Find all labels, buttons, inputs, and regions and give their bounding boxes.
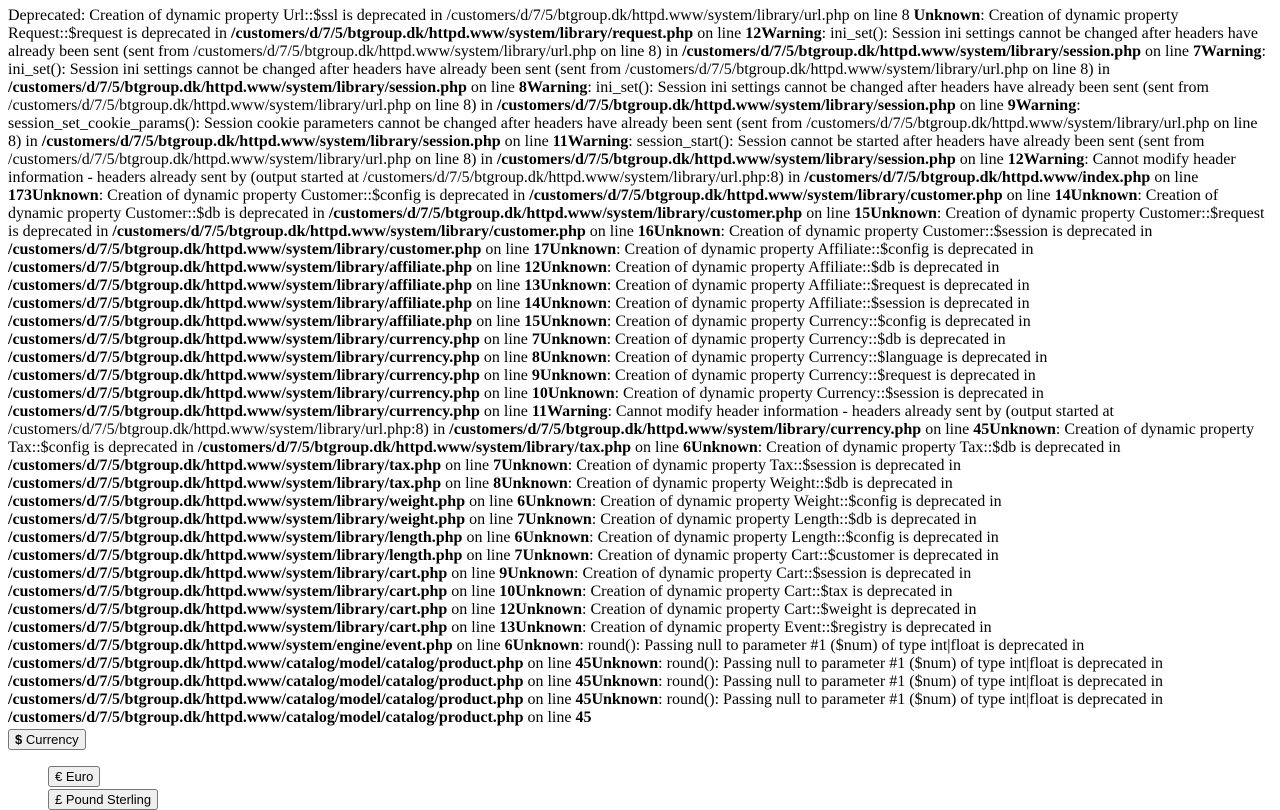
line-and-type: 45Unknown bbox=[575, 655, 659, 672]
log-text: on line bbox=[447, 583, 500, 600]
line-and-type: 15Unknown bbox=[524, 313, 607, 330]
log-text: : Creation of dynamic property Event::$registry is deprecated in bbox=[582, 619, 992, 636]
log-text: on line bbox=[462, 547, 515, 564]
file-path: /customers/d/7/5/btgroup.dk/httpd.www/system/library/affiliate.php bbox=[8, 313, 473, 330]
log-text: : Creation of dynamic property Customer::$config is deprecated in bbox=[98, 187, 530, 204]
log-text: on line bbox=[462, 529, 515, 546]
line-and-type: 9Warning bbox=[1007, 97, 1077, 114]
file-path: /customers/d/7/5/btgroup.dk/httpd.www/system/library/currency.php bbox=[8, 349, 480, 366]
pound-icon: £ bbox=[55, 792, 63, 807]
log-text: : session_set_cookie_params(): Session cookie parameters cannot be changed after headers have already been sent (sent from /customers/d/7/5/btgroup.dk/httpd.www/system/library/url.php on line 8) in bbox=[8, 97, 1258, 150]
log-text: on line bbox=[802, 205, 855, 222]
file-path: /customers/d/7/5/btgroup.dk/httpd.www/system/library/customer.php bbox=[328, 205, 803, 222]
line-and-type: 14Unknown bbox=[524, 295, 607, 312]
file-path: /customers/d/7/5/btgroup.dk/httpd.www/system/library/cart.php bbox=[8, 619, 448, 636]
log-text: : session_start(): Session cannot be started after headers have already been sent (sent from /customers/d/7/5/btgroup.dk/httpd.www/system/library/url.php on line 8) in bbox=[8, 133, 1205, 168]
log-text: : ini_set(): Session ini settings cannot be changed after headers have already been sent (sent from /customers/d/7/5/btgroup.dk/httpd.www/system/library/url.php on line 8) in bbox=[8, 25, 1258, 60]
log-text: : Creation of dynamic property Customer::$db is deprecated in bbox=[8, 187, 1219, 222]
log-text: : Cannot modify header information - headers already sent by (output started at /customers/d/7/5/btgroup.dk/httpd.www/system/library/url.php:8) in bbox=[8, 403, 1114, 438]
line-and-type: 8Unknown bbox=[531, 349, 607, 366]
log-text: on line bbox=[955, 97, 1008, 114]
file-path: /customers/d/7/5/btgroup.dk/httpd.www/system/library/affiliate.php bbox=[8, 295, 473, 312]
log-text: on line bbox=[472, 313, 525, 330]
line-and-type: 8Warning bbox=[518, 79, 588, 96]
log-text: on line bbox=[1150, 169, 1199, 186]
log-text: on line bbox=[479, 367, 532, 384]
log-text: : Creation of dynamic property Cart::$tax is deprecated in bbox=[582, 583, 953, 600]
currency-form bbox=[8, 729, 1272, 810]
log-text: : Creation of dynamic property Currency::$language is deprecated in bbox=[606, 349, 1048, 366]
currency-options-list bbox=[8, 766, 1272, 810]
log-text: : Creation of dynamic property Tax::$session is deprecated in bbox=[567, 457, 961, 474]
file-path: /customers/d/7/5/btgroup.dk/httpd.www/system/engine/event.php bbox=[8, 637, 453, 654]
file-path: /customers/d/7/5/btgroup.dk/httpd.www/system/library/currency.php bbox=[449, 421, 922, 438]
line-and-type: 45Unknown bbox=[575, 691, 659, 708]
log-text: : Creation of dynamic property Weight::$db is deprecated in bbox=[567, 475, 953, 492]
log-text: : Cannot modify header information - headers already sent by (output started at /customers/d/7/5/btgroup.dk/httpd.www/system/library/url.php:8) in bbox=[8, 151, 1236, 186]
log-text: on line bbox=[441, 457, 494, 474]
file-path: /customers/d/7/5/btgroup.dk/httpd.www/system/library/session.php bbox=[682, 43, 1141, 60]
file-path: /customers/d/7/5/btgroup.dk/httpd.www/system/library/currency.php bbox=[8, 367, 480, 384]
line-and-type: 12Warning bbox=[745, 25, 822, 42]
line-and-type: 10Unknown bbox=[499, 583, 582, 600]
file-path: /customers/d/7/5/btgroup.dk/httpd.www/system/library/cart.php bbox=[8, 601, 448, 618]
file-path: /customers/d/7/5/btgroup.dk/httpd.www/catalog/model/catalog/product.php bbox=[8, 691, 524, 708]
line-and-type: 12Unknown bbox=[524, 259, 607, 276]
log-text: on line bbox=[466, 79, 519, 96]
log-text: on line bbox=[472, 259, 525, 276]
log-text: on line bbox=[465, 511, 518, 528]
file-path: /customers/d/7/5/btgroup.dk/httpd.www/system/library/request.php bbox=[231, 25, 694, 42]
file-path: /customers/d/7/5/btgroup.dk/httpd.www/system/library/length.php bbox=[8, 529, 463, 546]
log-text: : Creation of dynamic property Cart::$weight is deprecated in bbox=[582, 601, 977, 618]
line-and-type: 6Unknown bbox=[514, 529, 590, 546]
file-path: /customers/d/7/5/btgroup.dk/httpd.www/system/library/customer.php bbox=[112, 223, 586, 240]
log-text: on line bbox=[441, 475, 494, 492]
log-text: : Creation of dynamic property Customer::$session is deprecated in bbox=[720, 223, 1153, 240]
log-text: on line bbox=[479, 349, 532, 366]
line-and-type: 13Unknown bbox=[524, 277, 607, 294]
file-path: /customers/d/7/5/btgroup.dk/httpd.www/system/library/affiliate.php bbox=[8, 259, 473, 276]
line-and-type: 15Unknown bbox=[854, 205, 937, 222]
log-text: : Creation of dynamic property Weight::$config is deprecated in bbox=[591, 493, 1002, 510]
log-text: on line bbox=[447, 565, 500, 582]
file-path: /customers/d/7/5/btgroup.dk/httpd.www/catalog/model/catalog/product.php bbox=[8, 673, 524, 690]
euro-label: Euro bbox=[65, 769, 94, 784]
log-text: on line bbox=[472, 295, 525, 312]
log-text: : round(): Passing null to parameter #1 ($num) of type int|float is deprecated in bbox=[658, 655, 1164, 672]
line-and-type: 11Warning bbox=[531, 403, 608, 420]
log-text: : Creation of dynamic property Tax::$db is deprecated in bbox=[757, 439, 1121, 456]
log-text: on line bbox=[693, 25, 746, 42]
file-path: /customers/d/7/5/btgroup.dk/httpd.www/system/library/session.php bbox=[41, 133, 501, 150]
file-path: /customers/d/7/5/btgroup.dk/httpd.www/system/library/tax.php bbox=[8, 457, 442, 474]
log-text: on line bbox=[523, 673, 576, 690]
file-path: /customers/d/7/5/btgroup.dk/httpd.www/index.php bbox=[804, 169, 1151, 186]
log-text: : Creation of dynamic property Request::$request is deprecated in bbox=[8, 7, 1179, 42]
log-text: : Creation of dynamic property Affiliate::$session is deprecated in bbox=[606, 295, 1030, 312]
log-text: : Creation of dynamic property Tax::$config is deprecated in bbox=[8, 421, 1255, 456]
log-text: on line bbox=[1002, 187, 1055, 204]
currency-dropdown-button[interactable] bbox=[8, 729, 86, 750]
log-text: : Creation of dynamic property Currency::$session is deprecated in bbox=[614, 385, 1044, 402]
line-and-type: 12Warning bbox=[1007, 151, 1085, 168]
file-path: /customers/d/7/5/btgroup.dk/httpd.www/system/library/currency.php bbox=[8, 385, 480, 402]
log-text: : ini_set(): Session ini settings cannot be changed after headers have already been sent (sent from /customers/d/7/5/btgroup.dk/httpd.www/system/library/url.php on line 8) in bbox=[8, 43, 1266, 78]
currency-button-label: Currency bbox=[25, 732, 79, 747]
dollar-icon: $ bbox=[15, 732, 23, 747]
line-and-type: 45Unknown bbox=[575, 673, 659, 690]
line-and-type: 45 bbox=[575, 709, 592, 726]
log-text: : round(): Passing null to parameter #1 ($num) of type int|float is deprecated in bbox=[658, 691, 1164, 708]
pound-sterling-label: Pound Sterling bbox=[65, 792, 152, 807]
file-path: /customers/d/7/5/btgroup.dk/httpd.www/system/library/tax.php bbox=[197, 439, 632, 456]
file-path: /customers/d/7/5/btgroup.dk/httpd.www/system/library/currency.php bbox=[8, 331, 480, 348]
file-path: /customers/d/7/5/btgroup.dk/httpd.www/system/library/session.php bbox=[496, 97, 956, 114]
log-text: on line bbox=[479, 331, 532, 348]
log-text: : Creation of dynamic property Cart::$session is deprecated in bbox=[574, 565, 972, 582]
file-path: /customers/d/7/5/btgroup.dk/httpd.www/system/library/tax.php bbox=[8, 475, 442, 492]
log-text: on line bbox=[479, 385, 532, 402]
log-text: on line bbox=[523, 655, 576, 672]
file-path: /customers/d/7/5/btgroup.dk/httpd.www/system/library/customer.php bbox=[8, 241, 482, 258]
line-and-type: 9Unknown bbox=[499, 565, 574, 582]
line-and-type: 7Unknown bbox=[493, 457, 568, 474]
line-and-type: 13Unknown bbox=[499, 619, 582, 636]
log-text: on line bbox=[585, 223, 638, 240]
file-path: /customers/d/7/5/btgroup.dk/httpd.www/system/library/weight.php bbox=[8, 493, 466, 510]
line-and-type: 10Unknown bbox=[531, 385, 615, 402]
line-and-type: 17Unknown bbox=[533, 241, 617, 258]
line-and-type: 14Unknown bbox=[1054, 187, 1138, 204]
line-and-type: 6Unknown bbox=[504, 637, 580, 654]
log-text: : Creation of dynamic property Affiliate::$request is deprecated in bbox=[606, 277, 1030, 294]
log-text: on line bbox=[523, 709, 576, 726]
line-and-type: 12Unknown bbox=[499, 601, 582, 618]
currency-option-euro bbox=[48, 766, 1272, 787]
file-path: /customers/d/7/5/btgroup.dk/httpd.www/system/library/length.php bbox=[8, 547, 463, 564]
file-path: /customers/d/7/5/btgroup.dk/httpd.www/system/library/weight.php bbox=[8, 511, 466, 528]
file-path: /customers/d/7/5/btgroup.dk/httpd.www/system/library/currency.php bbox=[8, 403, 480, 420]
euro-button[interactable] bbox=[48, 766, 100, 787]
log-text: on line bbox=[481, 241, 534, 258]
log-text: : ini_set(): Session ini settings cannot be changed after headers have already been sent (sent from /customers/d/7/5/btgroup.dk/httpd.www/system/library/url.php on line 8) in bbox=[8, 79, 1209, 114]
log-text: : Creation of dynamic property Affiliate::$db is deprecated in bbox=[606, 259, 1000, 276]
file-path: /customers/d/7/5/btgroup.dk/httpd.www/system/library/cart.php bbox=[8, 583, 448, 600]
log-text: : Creation of dynamic property Length::$db is deprecated in bbox=[591, 511, 977, 528]
log-text: on line bbox=[452, 637, 505, 654]
log-text: : round(): Passing null to parameter #1 ($num) of type int|float is deprecated in bbox=[579, 637, 1085, 654]
log-text: on line bbox=[921, 421, 974, 438]
log-text: : Creation of dynamic property Currency::$request is deprecated in bbox=[606, 367, 1036, 384]
log-text: on line bbox=[447, 619, 500, 636]
line-and-type: 11Warning bbox=[552, 133, 629, 150]
file-path: /customers/d/7/5/btgroup.dk/httpd.www/system/library/session.php bbox=[496, 151, 956, 168]
log-text: on line bbox=[523, 691, 576, 708]
line-and-type: 7Unknown bbox=[531, 331, 607, 348]
file-path: /customers/d/7/5/btgroup.dk/httpd.www/catalog/model/catalog/product.php bbox=[8, 655, 524, 672]
line-and-type: 16Unknown bbox=[637, 223, 721, 240]
log-text: on line bbox=[447, 601, 500, 618]
log-text: : Creation of dynamic property Length::$config is deprecated in bbox=[589, 529, 999, 546]
file-path: /customers/d/7/5/btgroup.dk/httpd.www/catalog/model/catalog/product.php bbox=[8, 709, 524, 726]
log-text: : Creation of dynamic property Currency::$db is deprecated in bbox=[606, 331, 1006, 348]
log-text: on line bbox=[479, 403, 532, 420]
file-path: /customers/d/7/5/btgroup.dk/httpd.www/system/library/cart.php bbox=[8, 565, 448, 582]
file-path: /customers/d/7/5/btgroup.dk/httpd.www/system/library/affiliate.php bbox=[8, 277, 473, 294]
line-and-type: 8Unknown bbox=[493, 475, 568, 492]
line-and-type: 9Unknown bbox=[531, 367, 607, 384]
file-path: /customers/d/7/5/btgroup.dk/httpd.www/system/library/customer.php bbox=[529, 187, 1003, 204]
log-text: on line bbox=[472, 277, 525, 294]
log-text: on line bbox=[631, 439, 684, 456]
line-and-type: 173Unknown bbox=[8, 187, 99, 204]
euro-icon: € bbox=[55, 769, 63, 784]
log-text: on line bbox=[500, 133, 553, 150]
log-text: : round(): Passing null to parameter #1 ($num) of type int|float is deprecated in bbox=[658, 673, 1164, 690]
log-text: : Creation of dynamic property Cart::$customer is deprecated in bbox=[589, 547, 999, 564]
line-and-type: 6Unknown bbox=[683, 439, 758, 456]
log-text: Deprecated: Creation of dynamic property Url::$ssl is deprecated in /customers/d/7/5/btgroup.dk/httpd.www/system/library/url.php on line 8 bbox=[8, 7, 914, 24]
log-text: : Creation of dynamic property Customer::$request is deprecated in bbox=[8, 205, 1265, 240]
line-and-type: 7Unknown bbox=[517, 511, 592, 528]
log-text: : Creation of dynamic property Currency::$config is deprecated in bbox=[606, 313, 1031, 330]
error-type: Unknown bbox=[913, 7, 981, 24]
log-text: : Creation of dynamic property Affiliate::$config is deprecated in bbox=[616, 241, 1034, 258]
log-text: on line bbox=[1141, 43, 1193, 60]
file-path: /customers/d/7/5/btgroup.dk/httpd.www/system/library/session.php bbox=[8, 79, 467, 96]
log-text: on line bbox=[955, 151, 1008, 168]
log-text: on line bbox=[465, 493, 518, 510]
line-and-type: 45Unknown bbox=[973, 421, 1056, 438]
line-and-type: 7Warning bbox=[1193, 43, 1262, 60]
line-and-type: 6Unknown bbox=[517, 493, 592, 510]
line-and-type: 7Unknown bbox=[514, 547, 590, 564]
